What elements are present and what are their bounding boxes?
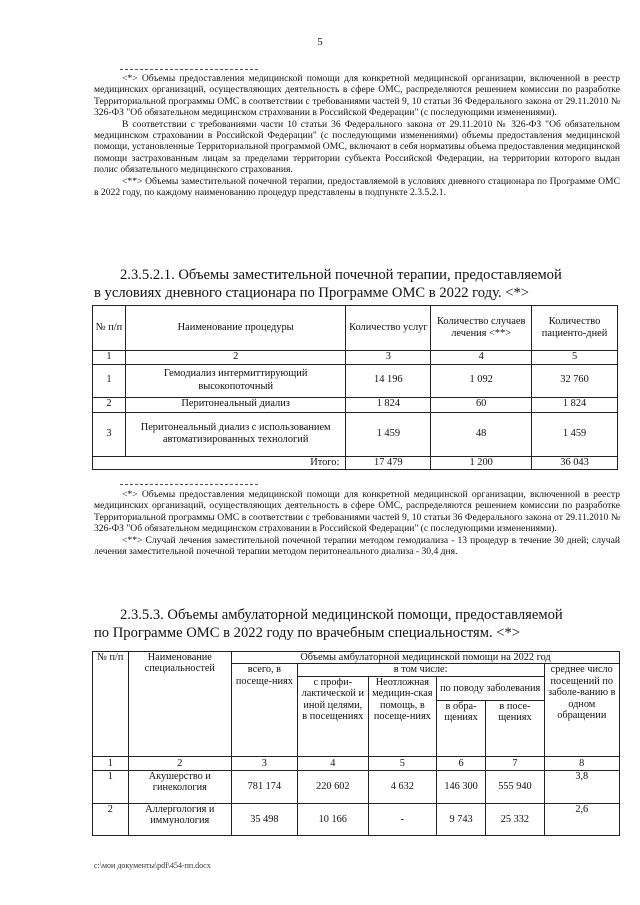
row-num: 1 xyxy=(93,770,129,803)
footnote-case-definition: <**> Случай лечения заместительной почечной терапии методом гемодиализа - 13 процедур в течение 30 дней; случай лечения заместительной почечной терапии методом перитонеального диализа - 30,4 дня. xyxy=(94,534,620,558)
column-number-row xyxy=(93,756,620,770)
header-disease: по поводу заболевания xyxy=(436,676,544,700)
col-number: 3 xyxy=(346,351,431,365)
row-appeals: 146 300 xyxy=(436,770,486,803)
col-number: 1 xyxy=(93,756,129,770)
header-services: Количество услуг xyxy=(346,306,431,351)
row-specialty: Акушерство и гинекология xyxy=(128,770,231,803)
footnote-territorial: В соответствии с требованиями части 10 статьи 36 Федерального закона от 29.11.2010 № 326-ФЗ "Об обязательном медицинском страховании в Российской Федерации" (с последующими изменениями) объемы предоставления медицинской помощи, установленные Территориальной программой ОМС, включают в себя нормативы объема предоставления медицинской помощи застрахованным лицам за пределами территории субъекта Российской Федерации, на территории которого выдан полис обязательного медицинского страхования. xyxy=(94,118,620,176)
page-number: 5 xyxy=(317,36,323,48)
col-number: 2 xyxy=(125,351,345,365)
total-services: 17 479 xyxy=(346,456,431,470)
col-number: 2 xyxy=(128,756,231,770)
row-days: 1 824 xyxy=(532,397,618,412)
footnote-volumes: <*> Объемы предоставления медицинской помощи для конкретной медицинской организации, включенной в реестр медицинских организаций, осуществляющих деятельность в сфере ОМС, распределяются решением комиссии по разработке Территориальной программы ОМС в соответствии с требованиями частей 9, 10 статьи 36 Федерального закона от 29.11.2010 № 326-ФЗ "Об обязательном медицинском страховании в Российской Федерации" (с последующими изменениями). xyxy=(94,73,620,119)
outpatient-volumes-table xyxy=(92,651,620,836)
header-average: среднее число посещений по заболе-ванию в одном обращении xyxy=(544,664,619,756)
row-days: 32 760 xyxy=(532,364,618,397)
header-procedure: Наименование процедуры xyxy=(125,306,345,351)
row-cases: 60 xyxy=(431,397,532,412)
row-emergency: - xyxy=(368,803,436,835)
header-num: № п/п xyxy=(93,652,129,757)
row-total: 35 498 xyxy=(232,803,298,835)
table-row xyxy=(93,397,618,412)
row-average: 3,8 xyxy=(544,770,619,803)
row-num: 3 xyxy=(93,412,126,456)
row-visits: 555 940 xyxy=(486,770,544,803)
row-emergency: 4 632 xyxy=(368,770,436,803)
header-volumes: Объемы амбулаторной медицинской помощи на 2022 год xyxy=(232,652,620,664)
table-header-row xyxy=(93,306,618,351)
kidney-therapy-table xyxy=(92,305,618,470)
footnotes-block-1 xyxy=(94,73,620,198)
row-appeals: 9 743 xyxy=(436,803,486,835)
row-days: 1 459 xyxy=(532,412,618,456)
table-header-row xyxy=(93,652,620,664)
col-number: 1 xyxy=(93,351,126,365)
row-specialty: Аллергология и иммунология xyxy=(128,803,231,835)
header-emergency: Неотложная медицин-ская помощь, в посеще-ниях xyxy=(368,676,436,756)
header-appeals: в обра-щениях xyxy=(436,700,486,756)
table-row xyxy=(93,803,620,835)
header-prophylactic: с профи-лактической и иной целями, в посещениях xyxy=(297,676,368,756)
row-procedure: Перитонеальный диализ с использованием автоматизированных технологий xyxy=(125,412,345,456)
heading-line-1: 2.3.5.2.1. Объемы заместительной почечной терапии, предоставляемой xyxy=(120,267,562,283)
footnote-separator xyxy=(120,69,258,70)
header-cases: Количество случаев лечения <**> xyxy=(431,306,532,351)
col-number: 4 xyxy=(297,756,368,770)
row-num: 2 xyxy=(93,397,126,412)
footer-file-path: c:\мои документы\pdf\454-пп.docx xyxy=(94,861,211,870)
heading-line-2: в условиях дневного стационара по Программе ОМС в 2022 году. <*> xyxy=(94,284,529,301)
column-number-row xyxy=(93,351,618,365)
col-number: 5 xyxy=(368,756,436,770)
row-prophylactic: 220 602 xyxy=(297,770,368,803)
total-row xyxy=(93,456,618,470)
header-total: всего, в посеще-ниях xyxy=(232,664,298,756)
total-label: Итого: xyxy=(125,456,345,470)
col-number: 7 xyxy=(486,756,544,770)
footnote-separator xyxy=(120,484,258,485)
row-services: 14 196 xyxy=(346,364,431,397)
row-prophylactic: 10 166 xyxy=(297,803,368,835)
header-num: № п/п xyxy=(93,306,126,351)
footnote-volumes: <*> Объемы предоставления медицинской помощи для конкретной медицинской организации, включенной в реестр медицинских организаций, осуществляющих деятельность в сфере ОМС, распределяются решением комиссии по разработке Территориальной программы ОМС в соответствии с требованиями частей 9, 10 статьи 36 Федерального закона от 29.11.2010 № 326-ФЗ "Об обязательном медицинском страховании в Российской Федерации" (с последующими изменениями). xyxy=(94,489,620,535)
footnotes-block-2 xyxy=(94,489,620,557)
total-days: 36 043 xyxy=(532,456,618,470)
col-number: 5 xyxy=(532,351,618,365)
col-number: 6 xyxy=(436,756,486,770)
row-average: 2,6 xyxy=(544,803,619,835)
footnote-kidney-therapy: <**> Объемы заместительной почечной терапии, предоставляемой в условиях дневного стационара по Программе ОМС в 2022 году, по каждому наименованию процедур представлены в подпункте 2.3.5.2.1. xyxy=(94,175,620,199)
heading-line-2: по Программе ОМС в 2022 году по врачебным специальностям. <*> xyxy=(94,624,521,641)
table-row xyxy=(93,770,620,803)
col-number: 4 xyxy=(431,351,532,365)
row-visits: 25 332 xyxy=(486,803,544,835)
row-services: 1 824 xyxy=(346,397,431,412)
header-visits: в посе-щениях xyxy=(486,700,544,756)
section-heading-2-3-5-3 xyxy=(94,607,620,642)
section-heading-2-3-5-2-1 xyxy=(94,267,620,302)
heading-line-1: 2.3.5.3. Объемы амбулаторной медицинской помощи, предоставляемой xyxy=(120,607,563,623)
row-procedure: Перитонеальный диализ xyxy=(125,397,345,412)
header-including: в том числе: xyxy=(297,664,544,676)
row-cases: 48 xyxy=(431,412,532,456)
header-patient-days: Количество пациенто-дней xyxy=(532,306,618,351)
row-services: 1 459 xyxy=(346,412,431,456)
header-specialty: Наименование специальностей xyxy=(128,652,231,757)
table-row xyxy=(93,364,618,397)
row-cases: 1 092 xyxy=(431,364,532,397)
col-number: 8 xyxy=(544,756,619,770)
row-total: 781 174 xyxy=(232,770,298,803)
row-procedure: Гемодиализ интермиттирующий высокопоточный xyxy=(125,364,345,397)
table-row xyxy=(93,412,618,456)
total-cases: 1 200 xyxy=(431,456,532,470)
col-number: 3 xyxy=(232,756,298,770)
row-num: 1 xyxy=(93,364,126,397)
row-num: 2 xyxy=(93,803,129,835)
